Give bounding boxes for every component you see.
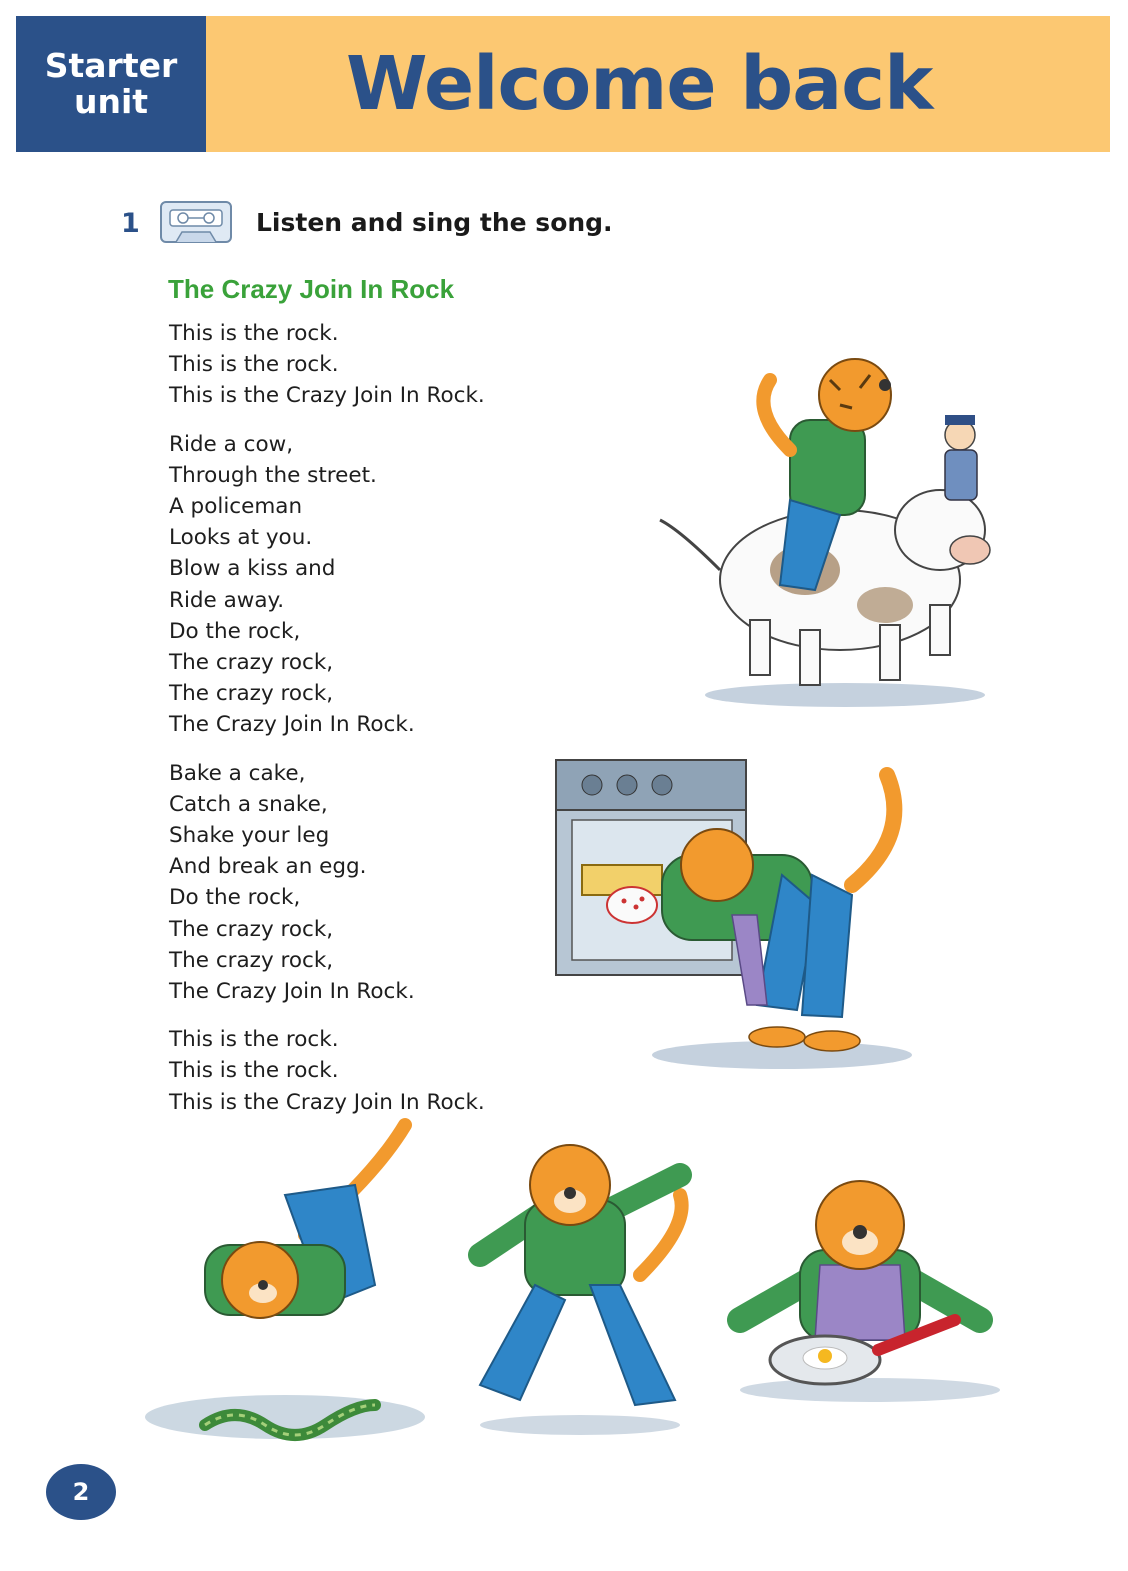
tiger-baking-illustration xyxy=(552,755,932,1075)
lyric-line: The crazy rock, xyxy=(169,916,334,942)
tiger-riding-cow-illustration xyxy=(640,350,1020,720)
lyric-line: A policeman xyxy=(169,494,303,520)
lyric-line: The Crazy Join In Rock. xyxy=(169,979,415,1005)
lyric-line: Shake your leg xyxy=(169,823,330,849)
lyric-line: The crazy rock, xyxy=(169,681,334,707)
lyric-line: Catch a snake, xyxy=(169,791,328,817)
lyric-line: The crazy rock, xyxy=(169,650,334,676)
lyric-line: This is the Crazy Join In Rock. xyxy=(169,1089,485,1115)
lyric-line: The crazy rock, xyxy=(169,947,334,973)
lyric-line: This is the Crazy Join In Rock. xyxy=(169,383,485,409)
lyric-line: Looks at you. xyxy=(169,525,313,551)
lyric-line: Ride away. xyxy=(169,587,285,613)
exercise-number: 1 xyxy=(121,208,140,239)
lyric-line: Through the street. xyxy=(169,462,377,488)
page-number: 2 xyxy=(46,1464,116,1520)
stanza xyxy=(169,318,589,412)
tiger-shaking-leg-illustration xyxy=(440,1135,710,1440)
song-lyrics xyxy=(169,318,589,1135)
unit-badge xyxy=(16,16,206,152)
stanza xyxy=(169,1024,589,1118)
stanza xyxy=(169,429,589,741)
lyric-line: Blow a kiss and xyxy=(169,556,336,582)
unit-label-line1: Starter xyxy=(44,46,178,85)
lyric-line: This is the rock. xyxy=(169,1058,339,1084)
lyric-line: Ride a cow, xyxy=(169,431,294,457)
lyric-line: The Crazy Join In Rock. xyxy=(169,712,415,738)
lyric-line: This is the rock. xyxy=(169,352,339,378)
lyric-line: This is the rock. xyxy=(169,1027,339,1053)
lyric-line: Do the rock, xyxy=(169,618,301,644)
page-title: Welcome back xyxy=(346,41,933,127)
lyric-line: Bake a cake, xyxy=(169,760,306,786)
lyric-line: Do the rock, xyxy=(169,885,301,911)
lyric-line: This is the rock. xyxy=(169,321,339,346)
cassette-tape-icon xyxy=(158,198,234,246)
page-title-banner xyxy=(206,16,1110,152)
stanza xyxy=(169,758,589,1008)
unit-label-line2: unit xyxy=(73,82,149,121)
tiger-catching-snake-illustration xyxy=(145,1115,435,1445)
tiger-breaking-egg-illustration xyxy=(720,1170,1010,1410)
exercise-instruction: Listen and sing the song. xyxy=(256,208,613,237)
song-title: The Crazy Join In Rock xyxy=(168,274,455,304)
lyric-line: And break an egg. xyxy=(169,854,367,880)
